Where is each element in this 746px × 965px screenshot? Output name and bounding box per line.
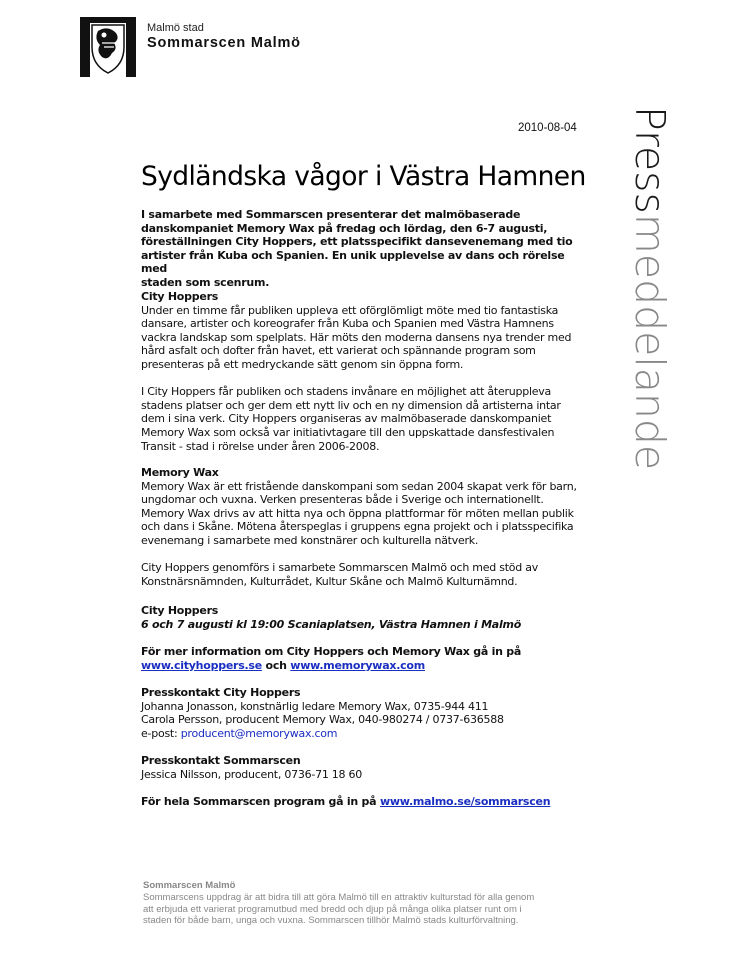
info-text: För mer information om City Hoppers och Memory Wax gå in på [141,645,522,658]
footer-title: Sommarscen Malmö [143,880,236,891]
event-details: 6 och 7 augusti kl 19:00 Scaniaplatsen, Västra Hamnen i Malmö [141,617,522,631]
side-label-light: meddelande [626,213,674,471]
lead-line: föreställningen City Hoppers, ett platsspecifikt dansevenemang med tio [141,235,573,249]
body-line: stadens platser och ger dem ett nytt liv och en ny dimension då artisterna intar [141,398,561,412]
contact-line: Johanna Jonasson, konstnärlig ledare Memory Wax, 0735-944 411 [141,699,489,713]
lead-line: artister från Kuba och Spanien. En unik upplevelse av dans och rörelse med [141,248,565,276]
body-line: dansare, artister och koreografer från Kuba och Spanien med Västra Hamnens [141,317,554,331]
contact-city-hoppers [141,686,581,740]
org-main-label: Sommarscen Malmö [147,35,301,51]
program-block [141,795,581,809]
body-line: I City Hoppers får publiken och stadens invånare en möjlighet att återuppleva [141,385,552,399]
body-line: City Hoppers genomförs i samarbete Sommarscen Malmö och med stöd av [141,561,539,575]
lead-line: I samarbete med Sommarscen presenterar det malmöbaserade [141,208,521,221]
info-block [141,645,581,672]
body-line: Konstnärsnämnden, Kulturrådet, Kultur Skåne och Malmö Kulturnämnd. [141,574,518,588]
body-line: ungdomar och vuxna. Verken presenteras både i Sverige och internationellt. [141,493,544,507]
body-line: evenemang i samarbete med konstnärer och kulturella nätverk. [141,533,479,547]
body-line: presenteras på ett medryckande sätt genom sin öppna form. [141,357,464,371]
event-block [141,604,581,631]
contact-line: Jessica Nilsson, producent, 0736-71 18 60 [141,767,363,781]
section-heading: City Hoppers [141,290,219,303]
event-title: City Hoppers [141,604,219,617]
info-conj: och [265,658,287,672]
lead-line: danskompaniet Memory Wax på fredag och lördag, den 6-7 augusti, [141,221,548,235]
body-line: Memory Wax drivs av att hitta nya och öppna plattformar för möten mellan publik [141,506,574,520]
email-label: e-post: [141,726,178,740]
sommarscen-link[interactable]: www.malmo.se/sommarscen [379,795,551,808]
body-line: Under en timme får publiken uppleva ett oförglömligt möte med tio fantastiska [141,303,559,317]
lead-line: staden som scenrum. [141,275,270,289]
org-top-label: Malmö stad [147,22,204,34]
press-date: 2010-08-04 [518,122,577,134]
pressmeddelande-side-label [626,106,674,471]
contact-line: Carola Persson, producent Memory Wax, 040-980274 / 0737-636588 [141,713,504,727]
body-line: och dans i Skåne. Mötena återspeglas i gruppens egna projekt och i platsspecifika [141,520,574,534]
section-city-hoppers [141,290,581,453]
malmo-coat-of-arms-logo [80,17,136,77]
contact-heading: Presskontakt Sommarscen [141,754,301,767]
body-line: dem i sina verk. City Hoppers organiseras av malmöbaserade danskompaniet [141,412,552,426]
body-line: Memory Wax som också var initiativtagare till den uppskattade dansfestivalen [141,425,555,439]
section-memory-wax [141,466,581,588]
program-text: För hela Sommarscen program gå in på [141,795,377,808]
memorywax-link[interactable]: www.memorywax.com [290,658,425,672]
footer [143,880,583,927]
footer-line: staden för både barn, unga och vuxna. Sommarscen tillhör Malmö stads kulturförvaltning. [143,915,519,927]
section-heading: Memory Wax [141,466,219,479]
headline: Sydländska vågor i Västra Hamnen [141,161,586,192]
cityhoppers-link[interactable]: www.cityhoppers.se [141,658,262,672]
body-line: vackra landskap som spelplats. Här möts den moderna dansens nya trender med [141,330,572,344]
body-line: Transit - stad i rörelse under åren 2006-2008. [141,439,380,453]
contact-sommarscen [141,754,581,781]
contact-heading: Presskontakt City Hoppers [141,686,301,699]
footer-line: att erbjuda ett varierat programutbud med bredd och djup på många olika platser runt om i [143,903,522,915]
lead-paragraph [141,208,581,290]
email-link[interactable]: producent@memorywax.com [180,726,338,740]
footer-line: Sommarscens uppdrag är att bidra till att göra Malmö till en attraktiv kulturstad för alla genom [143,891,535,903]
side-label-dark: Press [626,106,674,214]
body-line: hård asfalt och dofter från havet, ett varierat och spännande program som [141,344,536,358]
body-line: Memory Wax är ett fristående danskompani som sedan 2004 skapat verk för barn, [141,479,577,493]
